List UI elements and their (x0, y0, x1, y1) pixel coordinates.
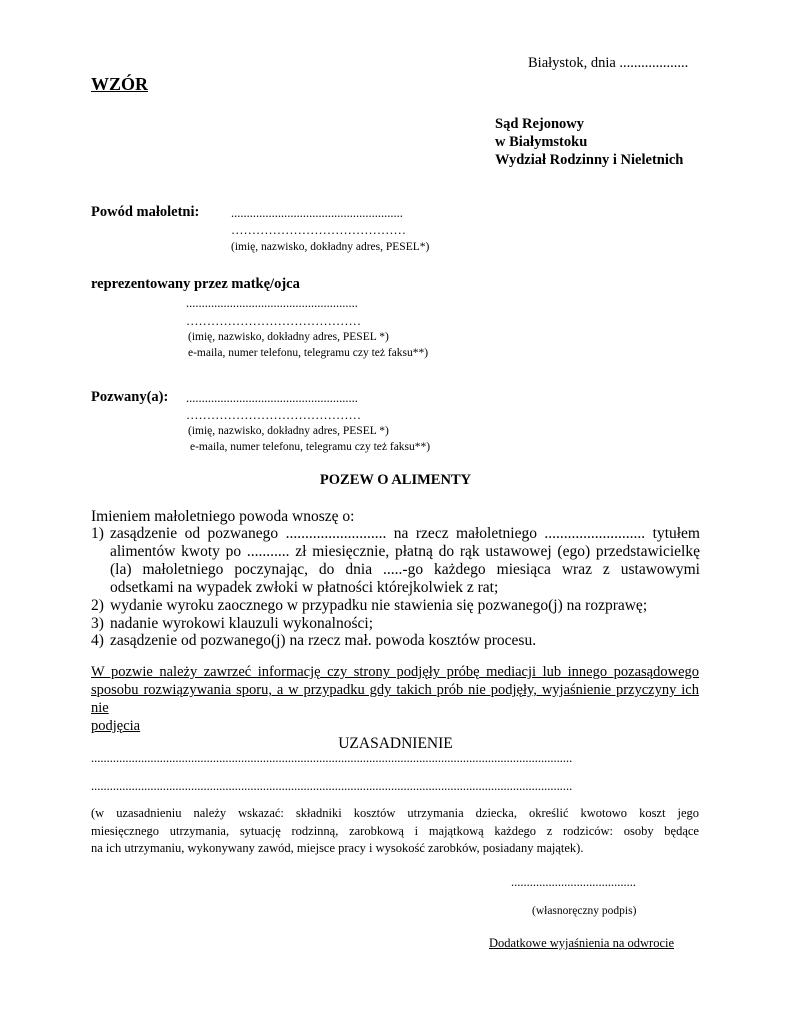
court-name: Sąd Rejonowy (495, 116, 585, 132)
footer-note: Dodatkowe wyjaśnienia na odwrocie (489, 936, 675, 950)
request-item-1-line-2: alimentów kwoty po ........... zł miesięcznie, płatną do rąk ustawowej (ego) przedstawicielkę (110, 543, 700, 560)
court-city: w Białymstoku (495, 134, 588, 150)
mediation-note-line-2: sposobu rozwiązywania sporu, a w przypadku gdy takich prób nie podjęły, wyjaśnienie przyczyny ich nie (91, 682, 699, 716)
justification-dots-1: .......................................................................................................................................................... (91, 751, 573, 765)
plaintiff-dots-1: ....................................................... (231, 206, 403, 220)
mediation-note-line-1: W pozwie należy zawrzeć informację czy strony podjęły próbę mediacji lub innego pozasądowego (91, 664, 699, 680)
representative-hint-1: (imię, nazwisko, dokładny adres, PESEL *) (188, 331, 389, 343)
request-item-number: 4) (91, 632, 104, 649)
justification-guidance-line-3: na ich utrzymaniu, wykonywany zawód, miejsce pracy i wysokość zarobków, posiadany majątek). (91, 841, 584, 855)
request-item-number: 1) (91, 525, 104, 542)
defendant-hint-1: (imię, nazwisko, dokładny adres, PESEL *) (188, 425, 389, 437)
request-item-number: 2) (91, 597, 104, 614)
signature-line: ........................................ (511, 875, 636, 889)
justification-guidance (91, 805, 699, 858)
defendant-label: Pozwany(a): (91, 389, 169, 405)
mediation-note-line-3: podjęcia (91, 718, 141, 734)
court-division: Wydział Rodzinny i Nieletnich (495, 152, 684, 168)
justification-guidance-line-2: miesięcznego utrzymania, sytuację rodzinną, zarobkową i majątkową każdego z rodziców: osoby będące (91, 823, 699, 838)
document-title: POZEW O ALIMENTY (319, 472, 472, 488)
representative-dots-1: ....................................................... (186, 296, 358, 310)
signature-label: (własnoręczny podpis) (532, 905, 637, 917)
request-item-3-text: nadanie wyrokowi klauzuli wykonalności; (110, 615, 374, 632)
representative-dots-2: …………………………………… (186, 314, 361, 328)
defendant-hint-2: e-maila, numer telefonu, telegramu czy też faksu**) (190, 441, 431, 453)
plaintiff-label: Powód małoletni: (91, 204, 200, 220)
justification-heading: UZASADNIENIE (338, 735, 453, 752)
justification-dots-2: .......................................................................................................................................................... (91, 779, 573, 793)
requests-intro: Imieniem małoletniego powoda wnoszę o: (91, 508, 355, 525)
request-item-number: 3) (91, 615, 104, 632)
defendant-dots-1: ....................................................... (186, 391, 358, 405)
template-mark: WZÓR (91, 74, 149, 94)
request-item-1-line-1: zasądzenie od pozwanego .......................... na rzecz małoletniego .......................... tytułem (110, 525, 700, 542)
place-date: Białystok, dnia ................... (528, 55, 689, 71)
plaintiff-dots-2: …………………………………… (231, 223, 406, 237)
request-item-2-text: wydanie wyroku zaocznego w przypadku nie stawienia się pozwanego(j) na rozprawę; (110, 597, 648, 614)
justification-guidance-line-1: (w uzasadnieniu należy wskazać: składniki kosztów utrzymania dziecka, określić kwotowo koszt jego (91, 806, 699, 820)
request-item-4-text: zasądzenie od pozwanego(j) na rzecz mał. powoda kosztów procesu. (110, 632, 537, 649)
request-item-1-line-4: odsetkami na wypadek zwłoki w płatności którejkolwiek z rat; (110, 579, 499, 596)
representative-hint-2: e-maila, numer telefonu, telegramu czy też faksu**) (188, 347, 429, 359)
mediation-note (91, 663, 699, 735)
representative-label: reprezentowany przez matkę/ojca (91, 276, 300, 292)
request-item-1-line-3: (la) małoletniego poczynając, do dnia .....-go każdego miesiąca wraz z ustawowymi (110, 561, 700, 578)
plaintiff-hint: (imię, nazwisko, dokładny adres, PESEL*) (231, 241, 430, 253)
defendant-dots-2: …………………………………… (186, 408, 361, 422)
